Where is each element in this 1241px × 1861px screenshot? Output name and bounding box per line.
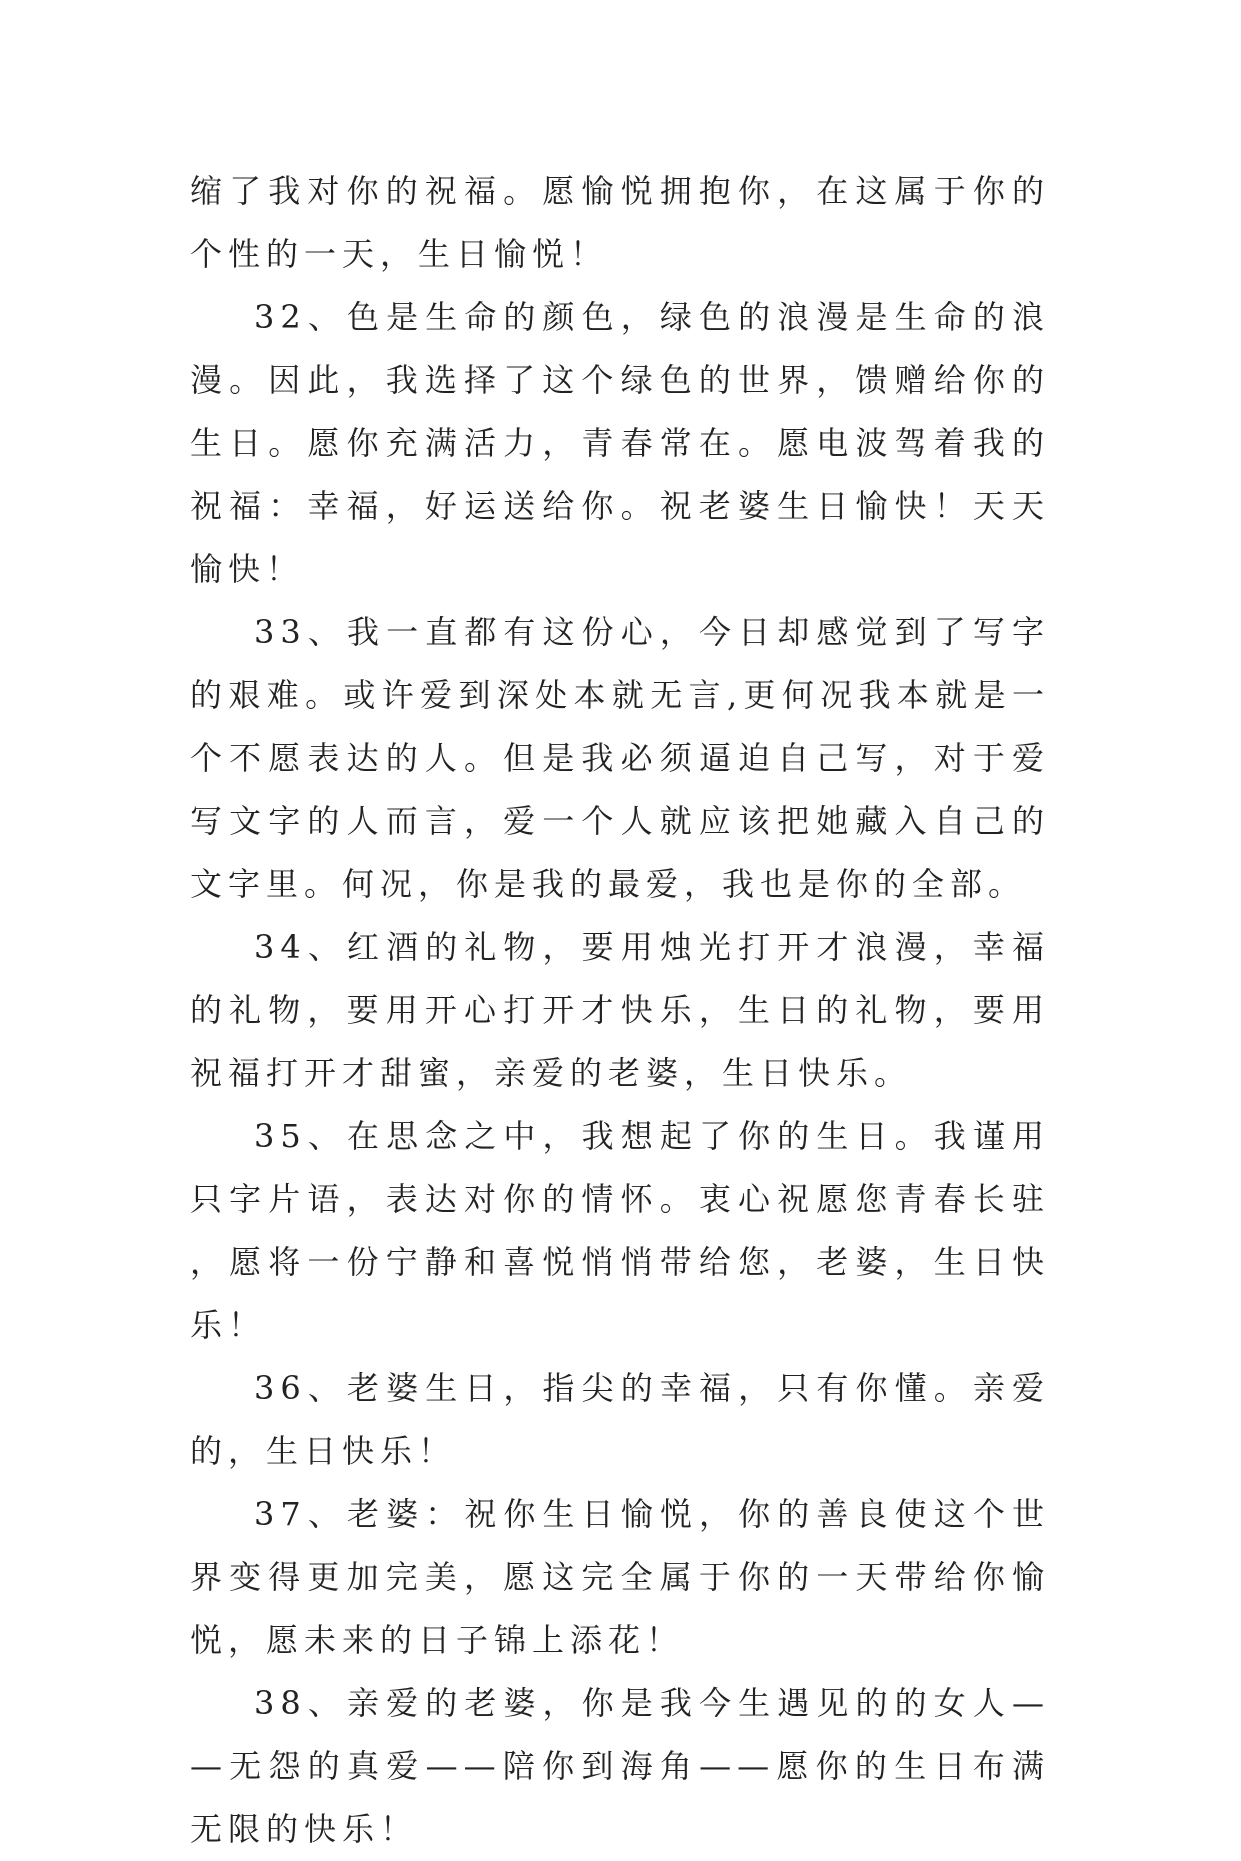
paragraph-continuation: 缩了我对你的祝福。愿愉悦拥抱你，在这属于你的个性的一天，生日愉悦！ [190,172,1050,273]
paragraph-35: 35、在思念之中，我想起了你的生日。我谨用只字片语，表达对你的情怀。衷心祝愿您青春长驻，愿将一份宁静和喜悦悄悄带给您，老婆，生日快乐！ [190,1117,1050,1344]
paragraph-34: 34、红酒的礼物，要用烛光打开才浪漫，幸福的礼物，要用开心打开才快乐，生日的礼物，要用祝福打开才甜蜜，亲爱的老婆，生日快乐。 [190,928,1050,1092]
paragraph-32: 32、色是生命的颜色，绿色的浪漫是生命的浪漫。因此，我选择了这个绿色的世界，馈赠给你的生日。愿你充满活力，青春常在。愿电波驾着我的祝福：幸福，好运送给你。祝老婆生日愉快！天天愉快！ [190,298,1050,588]
document-body [190,160,1050,1861]
paragraph-36: 36、老婆生日，指尖的幸福，只有你懂。亲爱的，生日快乐！ [190,1369,1050,1470]
paragraph-33: 33、我一直都有这份心，今日却感觉到了写字的艰难。或许爱到深处本就无言,更何况我本就是一个不愿表达的人。但是我必须逼迫自己写，对于爱写文字的人而言，爱一个人就应该把她藏入自己的文字里。何况，你是我的最爱，我也是你的全部。 [190,613,1050,903]
paragraph-38: 38、亲爱的老婆，你是我今生遇见的的女人——无怨的真爱——陪你到海角——愿你的生日布满无限的快乐！ [190,1684,1050,1848]
paragraph-37: 37、老婆：祝你生日愉悦，你的善良使这个世界变得更加完美，愿这完全属于你的一天带给你愉悦，愿未来的日子锦上添花！ [190,1495,1050,1659]
